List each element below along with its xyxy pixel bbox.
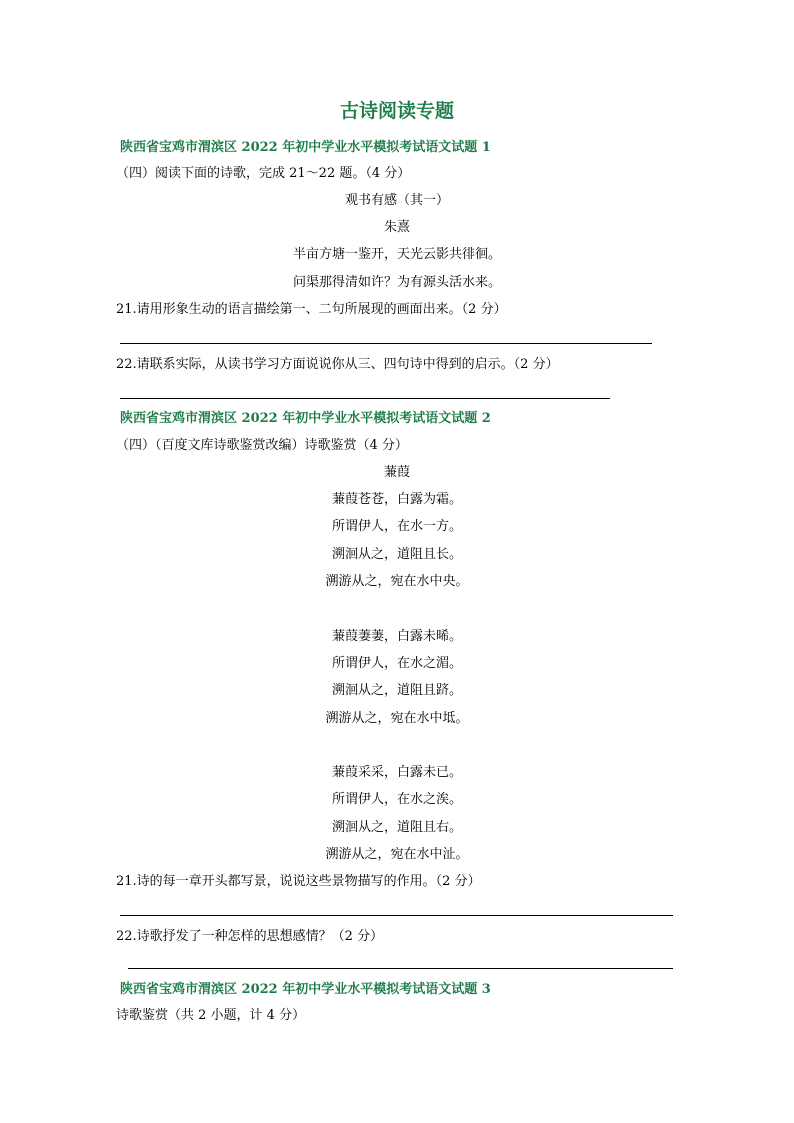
poem-line: 半亩方塘一鉴开，天光云影共徘徊。 [292,247,501,262]
poem-line: 所谓伊人，在水之湄。 [331,656,462,671]
poem-line: 溯游从之，宛在水中央。 [325,574,469,589]
poem-line: 溯洄从之，道阻且右。 [331,820,462,835]
poem-line: 溯游从之，宛在水中沚。 [325,847,469,862]
poem-line: 蒹葭萋萋，白露未晞。 [331,629,462,644]
section-source: 陕西省宝鸡市渭滨区 2022 年初中学业水平模拟考试语文试题 3 [120,982,491,997]
poem-author: 朱熹 [383,220,410,235]
page-title: 古诗阅读专题 [339,100,454,122]
answer-line[interactable] [120,343,652,344]
poem-line: 溯游从之，宛在水中坻。 [325,711,469,726]
poem-line: 所谓伊人，在水之涘。 [331,792,462,807]
section-intro: 诗歌鉴赏（共 2 小题，计 4 分） [116,1008,306,1023]
question: 22.诗歌抒发了一种怎样的思想感情？（2 分） [116,929,384,944]
section-intro: （四）阅读下面的诗歌，完成 21～22 题。（4 分） [116,166,411,181]
section-intro: （四）（百度文库诗歌鉴赏改编）诗歌鉴赏（4 分） [116,438,408,453]
section-source: 陕西省宝鸡市渭滨区 2022 年初中学业水平模拟考试语文试题 2 [120,411,491,426]
poem-line: 问渠那得清如许？为有源头活水来。 [292,275,501,290]
poem-title: 蒹葭 [383,465,410,480]
poem-title: 观书有感（其一） [344,193,449,208]
poem-line: 溯洄从之，道阻且跻。 [331,683,462,698]
poem-line: 蒹葭采采，白露未已。 [331,765,462,780]
section-source: 陕西省宝鸡市渭滨区 2022 年初中学业水平模拟考试语文试题 1 [120,140,491,155]
poem-line: 所谓伊人，在水一方。 [331,519,462,534]
answer-line[interactable] [120,398,610,399]
answer-line[interactable] [120,915,673,916]
question: 21.诗的每一章开头都写景，说说这些景物描写的作用。（2 分） [116,874,481,889]
question: 22.请联系实际，从读书学习方面说说你从三、四句诗中得到的启示。（2 分） [116,357,559,372]
question: 21.请用形象生动的语言描绘第一、二句所展现的画面出来。（2 分） [116,302,507,317]
answer-line[interactable] [128,968,673,969]
poem-line: 蒹葭苍苍，白露为霜。 [331,492,462,507]
poem-line: 溯洄从之，道阻且长。 [331,547,462,562]
